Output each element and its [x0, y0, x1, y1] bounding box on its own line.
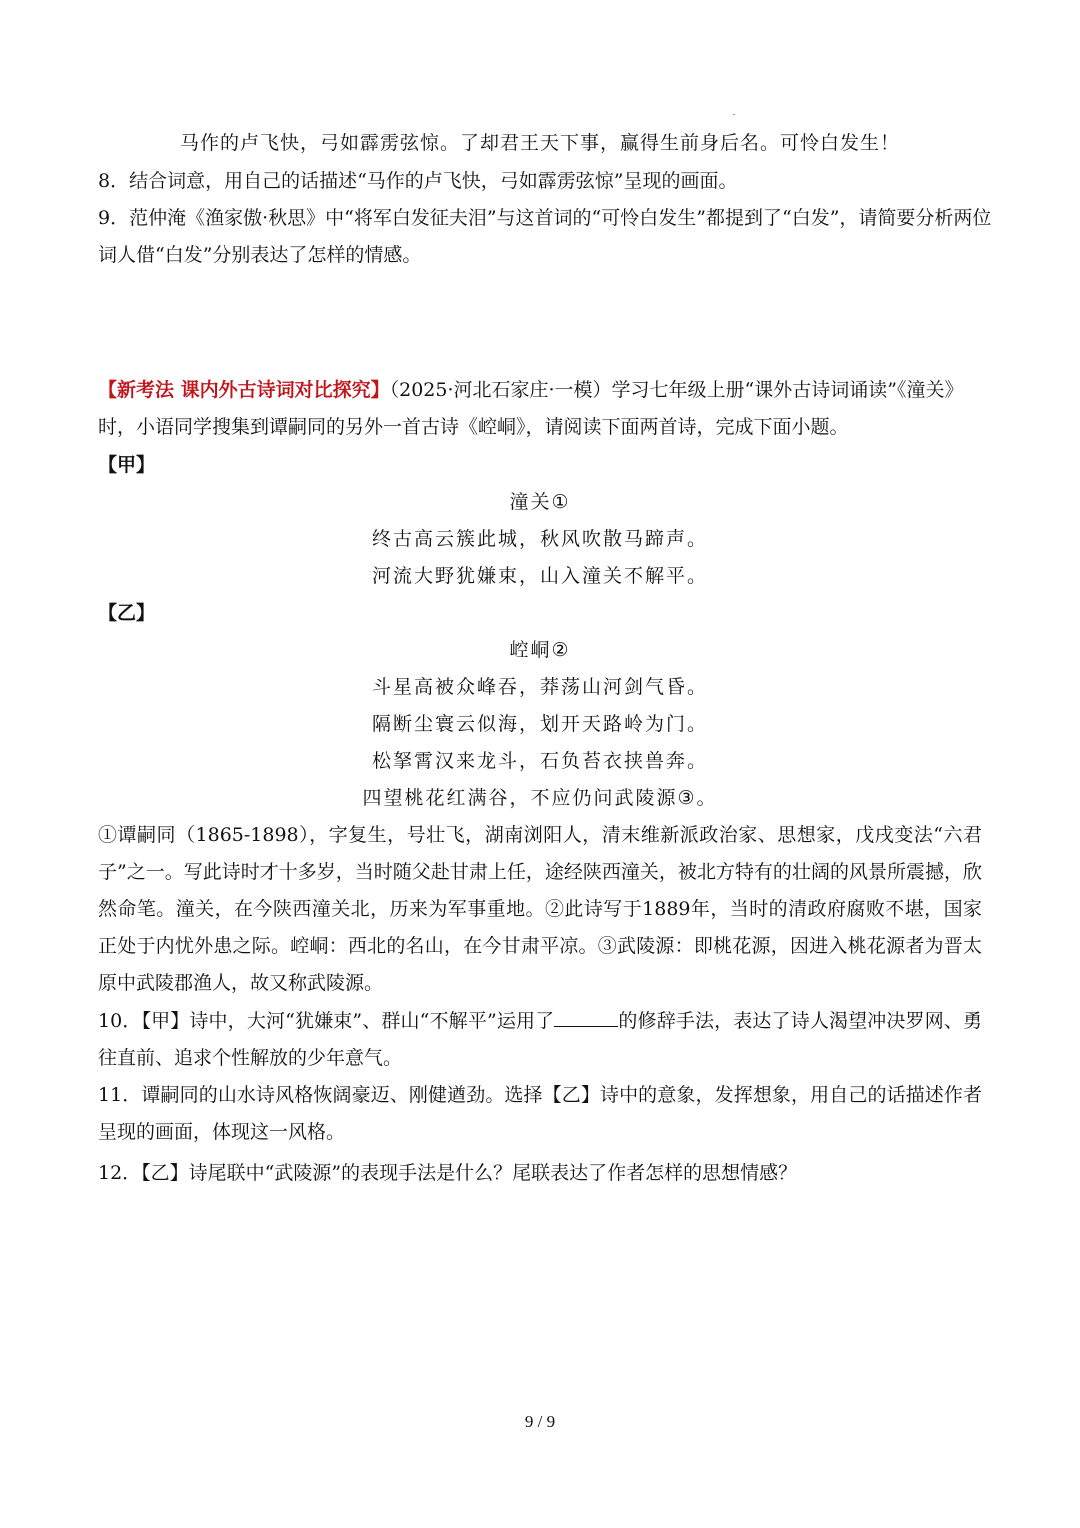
question-11: 11．谭嗣同的山水诗风格恢阔豪迈、刚健遒劲。选择【乙】诗中的意象，发挥想象，用自己的话描述作者呈现的画面，体现这一风格。	[98, 1084, 982, 1143]
section-intro-line1	[98, 376, 982, 404]
section-intro-rest: （2025·河北石家庄·一模）学习七年级上册“课外古诗词诵读”《潼关》	[389, 379, 964, 401]
question-9-line1: 9．范仲淹《渔家傲·秋思》中“将军白发征夫泪”与这首词的“可怜白发生”都提到了“白发”，请简要分析两位	[98, 207, 992, 229]
poem-jia-line: 河流大野犹嫌束，山入潼关不解平。	[371, 565, 708, 587]
scan-speck	[733, 114, 735, 115]
poem-yi-label: 【乙】	[98, 602, 156, 624]
poem-yi-title: 崆峒②	[509, 639, 571, 661]
question-9-line2: 词人借“白发”分别表达了怎样的情感。	[98, 244, 422, 266]
poem-yi-line: 隔断尘寰云似海，划开天路岭为门。	[371, 713, 708, 735]
section-tag: 【新考法 课内外古诗词对比探究】	[98, 379, 390, 401]
answer-blank[interactable]	[554, 1006, 618, 1027]
top-poem-line: 马作的卢飞快，弓如霹雳弦惊。了却君王天下事，赢得生前身后名。可怜白发生！	[179, 132, 900, 154]
question-12: 12．【乙】诗尾联中“武陵源”的表现手法是什么？尾联表达了作者怎样的思想情感？	[98, 1162, 798, 1184]
poem-jia-label: 【甲】	[98, 454, 156, 476]
poem-yi-line: 四望桃花红满谷，不应仍问武陵源③。	[362, 787, 718, 809]
question-10-after: 的修辞手法，表达了诗人渴望冲决罗网、勇往直前、追求个性解放的少年意气。	[98, 1010, 982, 1069]
section-intro-line2: 时，小语同学搜集到谭嗣同的另外一首古诗《崆峒》，请阅读下面两首诗，完成下面小题。	[98, 416, 849, 438]
poem-jia-line: 终古高云簇此城，秋风吹散马蹄声。	[371, 528, 708, 550]
page-number: 9 / 9	[524, 1412, 556, 1431]
question-10-before: 10．【甲】诗中，大河“犹嫌束”、群山“不解平”运用了	[98, 1010, 555, 1032]
footnotes: ①谭嗣同（1865-1898），字复生，号壮飞，湖南浏阳人，清末维新派政治家、思想家，戊戌变法“六君子”之一。写此诗时才十多岁，当时随父赴甘肃上任，途经陕西潼关，被北方特有的壮阔的风景所震撼，欣然命笔。潼关，在今陕西潼关北，历来为军事重地。②此诗写于1889年，当时的清政府腐败不堪，国家正处于内忧外患之际。崆峒：西北的名山，在今甘肃平凉。③武陵源：即桃花源，因进入桃花源者为晋太原中武陵郡渔人，故又称武陵源。	[98, 824, 982, 994]
question-8: 8．结合词意，用自己的话描述“马作的卢飞快，弓如霹雳弦惊”呈现的画面。	[98, 170, 738, 192]
poem-yi-line: 斗星高被众峰吞，莽荡山河剑气昏。	[371, 676, 708, 698]
poem-jia-title: 潼关①	[509, 491, 571, 513]
poem-yi-line: 松拏霄汉来龙斗，石负苔衣挟兽奔。	[371, 750, 708, 772]
question-10	[98, 1003, 982, 1077]
